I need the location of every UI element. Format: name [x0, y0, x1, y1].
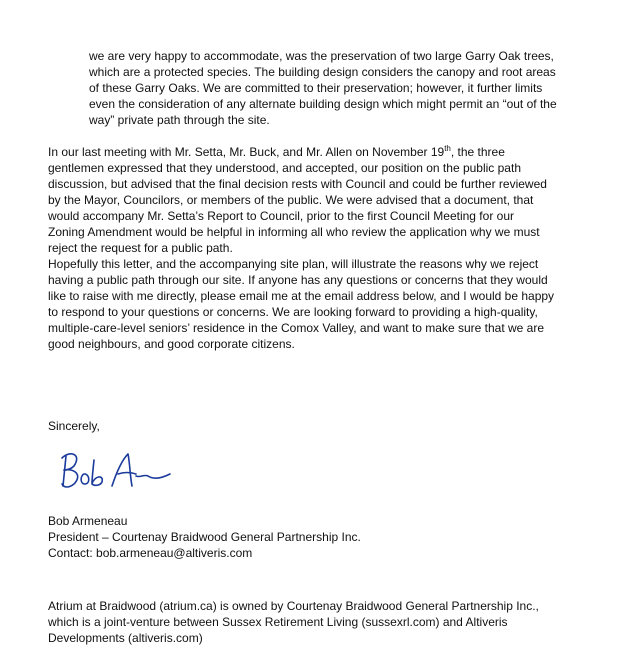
ordinal-suffix: th: [444, 144, 451, 153]
closing: Sincerely,: [48, 419, 100, 433]
text-segment: In our last meeting with Mr. Setta, Mr. Buck, and Mr. Allen on November 19: [48, 145, 445, 159]
signer-contact: Contact: bob.armeneau@altiveris.com: [48, 546, 253, 560]
meeting-paragraph: [48, 144, 603, 256]
text-line: Developments (altiveris.com): [48, 631, 203, 645]
text-line: Hopefully this letter, and the accompanying site plan, will illustrate the reasons why we reject: [48, 257, 539, 271]
hope-paragraph: [48, 256, 603, 352]
signer-block: [48, 513, 548, 561]
indented-paragraph: [89, 48, 594, 128]
text-line: of these Garry Oaks. We are committed to their preservation; however, it further limits: [89, 81, 543, 95]
text-line: having a public path through our site. If anyone has any questions or concerns that they would: [48, 273, 548, 287]
text-line: way” private path through the site.: [89, 113, 270, 127]
text-line: gentlemen expressed that they understood, and accepted, our position on the public path: [48, 161, 521, 175]
text-line: which is a joint-venture between Sussex Retirement Living (sussexrl.com) and Altiveris: [48, 615, 508, 629]
text-line: discussion, but advised that the final decision rests with Council and could be further reviewed: [48, 177, 547, 191]
text-line: Atrium at Braidwood (atrium.ca) is owned by Courtenay Braidwood General Partnership Inc.,: [48, 599, 539, 613]
footer-note: [48, 598, 608, 646]
text-line: Zoning Amendment would be helpful in informing all who review the application why we must: [48, 225, 540, 239]
text-segment: , the three: [450, 145, 505, 159]
text-line: good neighbours, and good corporate citizens.: [48, 337, 295, 351]
text-line: we are very happy to accommodate, was the preservation of two large Garry Oak trees,: [89, 49, 554, 63]
signer-title: President – Courtenay Braidwood General Partnership Inc.: [48, 530, 361, 544]
text-line: which are a protected species. The building design considers the canopy and root areas: [89, 65, 556, 79]
text-line: reject the request for a public path.: [48, 241, 233, 255]
text-line: to respond to your questions or concerns. We are looking forward to providing a high-quality,: [48, 305, 538, 319]
text-line: like to raise with me directly, please email me at the email address below, and I would be happy: [48, 289, 555, 303]
text-line: multiple-care-level seniors’ residence in the Comox Valley, and want to make sure that we are: [48, 321, 545, 335]
handwritten-signature: [56, 444, 176, 500]
text-line: even the consideration of any alternate building design which might permit an “out of the: [89, 97, 557, 111]
text-line: would accompany Mr. Setta’s Report to Council, prior to the first Council Meeting for our: [48, 209, 514, 223]
text-line: [48, 144, 603, 160]
text-line: by the Mayor, Councilors, or members of the public. We were advised that a document, that: [48, 193, 534, 207]
signer-name: Bob Armeneau: [48, 514, 128, 528]
